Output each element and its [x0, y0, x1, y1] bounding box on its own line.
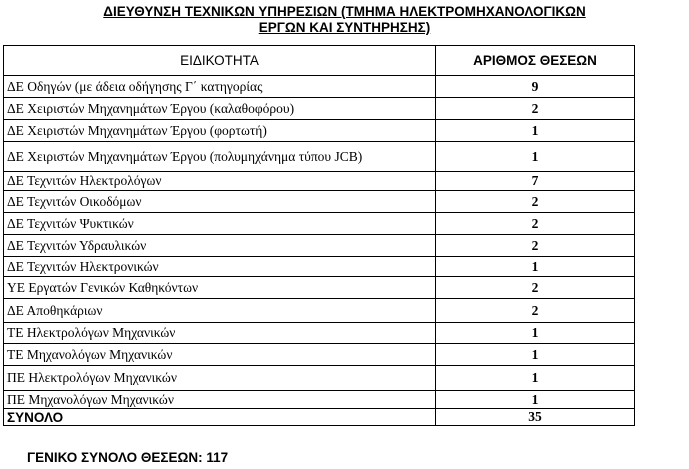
positions-cell: 1: [436, 391, 635, 409]
specialty-cell: ΔΕ Τεχνιτών Ηλεκτρονικών: [4, 257, 436, 277]
table-row: [4, 277, 635, 299]
specialty-cell: ΔΕ Οδηγών (με άδεια οδήγησης Γ΄ κατηγορίας: [4, 76, 436, 98]
table-row: [4, 191, 635, 213]
specialty-cell: ΔΕ Τεχνιτών Ηλεκτρολόγων: [4, 172, 436, 191]
positions-cell: 1: [436, 344, 635, 366]
table-row: [4, 172, 635, 191]
section-heading-line-2: ΕΡΓΩΝ ΚΑΙ ΣΥΝΤΗΡΗΣΗΣ): [258, 20, 431, 35]
specialty-cell: ΤΕ Ηλεκτρολόγων Μηχανικών: [4, 323, 436, 344]
specialty-cell: ΥΕ Εργατών Γενικών Καθηκόντων: [4, 277, 436, 299]
table-row: [4, 323, 635, 344]
positions-cell: 2: [436, 213, 635, 235]
table-row: [4, 213, 635, 235]
table-row: [4, 76, 635, 98]
specialty-cell: ΔΕ Χειριστών Μηχανημάτων Έργου (φορτωτή): [4, 120, 436, 142]
positions-cell: 1: [436, 366, 635, 391]
section-heading-line-1: ΔΙΕΥΘΥΝΣΗ ΤΕΧΝΙΚΩΝ ΥΠΗΡΕΣΙΩΝ (ΤΜΗΜΑ ΗΛΕΚΤΡΟΜΗΧΑΝΟΛΟΓΙΚΩΝ: [103, 4, 586, 19]
positions-cell: 2: [436, 191, 635, 213]
total-value: 35: [436, 409, 635, 426]
specialty-cell: ΔΕ Χειριστών Μηχανημάτων Έργου (πολυμηχάνημα τύπου JCB): [4, 142, 436, 172]
table-row: [4, 366, 635, 391]
specialty-cell: ΔΕ Τεχνιτών Υδραυλικών: [4, 235, 436, 257]
positions-cell: 1: [436, 257, 635, 277]
specialty-cell: ΔΕ Τεχνιτών Οικοδόμων: [4, 191, 436, 213]
positions-table: [3, 45, 635, 426]
section-heading: [0, 4, 689, 36]
positions-cell: 2: [436, 98, 635, 120]
table-row: [4, 120, 635, 142]
table-row: [4, 235, 635, 257]
table-row: [4, 391, 635, 409]
table-row: [4, 344, 635, 366]
positions-cell: 1: [436, 120, 635, 142]
table-row: [4, 98, 635, 120]
specialty-cell: ΔΕ Αποθηκάριων: [4, 299, 436, 323]
positions-cell: 7: [436, 172, 635, 191]
table-row: [4, 142, 635, 172]
specialty-cell: ΠΕ Ηλεκτρολόγων Μηχανικών: [4, 366, 436, 391]
total-row: [4, 409, 635, 426]
total-label: ΣΥΝΟΛΟ: [4, 409, 436, 426]
specialty-cell: ΔΕ Χειριστών Μηχανημάτων Έργου (καλαθοφόρου): [4, 98, 436, 120]
positions-cell: 2: [436, 277, 635, 299]
positions-cell: 9: [436, 76, 635, 98]
table-row: [4, 299, 635, 323]
specialty-cell: ΠΕ Μηχανολόγων Μηχανικών: [4, 391, 436, 409]
positions-column-header: ΑΡΙΘΜΟΣ ΘΕΣΕΩΝ: [436, 46, 635, 76]
table-header-row: [4, 46, 635, 76]
table-row: [4, 257, 635, 277]
positions-cell: 2: [436, 235, 635, 257]
specialty-column-header: ΕΙΔΙΚΟΤΗΤΑ: [4, 46, 436, 76]
positions-cell: 1: [436, 142, 635, 172]
positions-cell: 2: [436, 299, 635, 323]
positions-cell: 1: [436, 323, 635, 344]
specialty-cell: ΔΕ Τεχνιτών Ψυκτικών: [4, 213, 436, 235]
grand-total: ΓΕΝΙΚΟ ΣΥΝΟΛΟ ΘΕΣΕΩΝ: 117: [27, 450, 229, 465]
specialty-cell: ΤΕ Μηχανολόγων Μηχανικών: [4, 344, 436, 366]
